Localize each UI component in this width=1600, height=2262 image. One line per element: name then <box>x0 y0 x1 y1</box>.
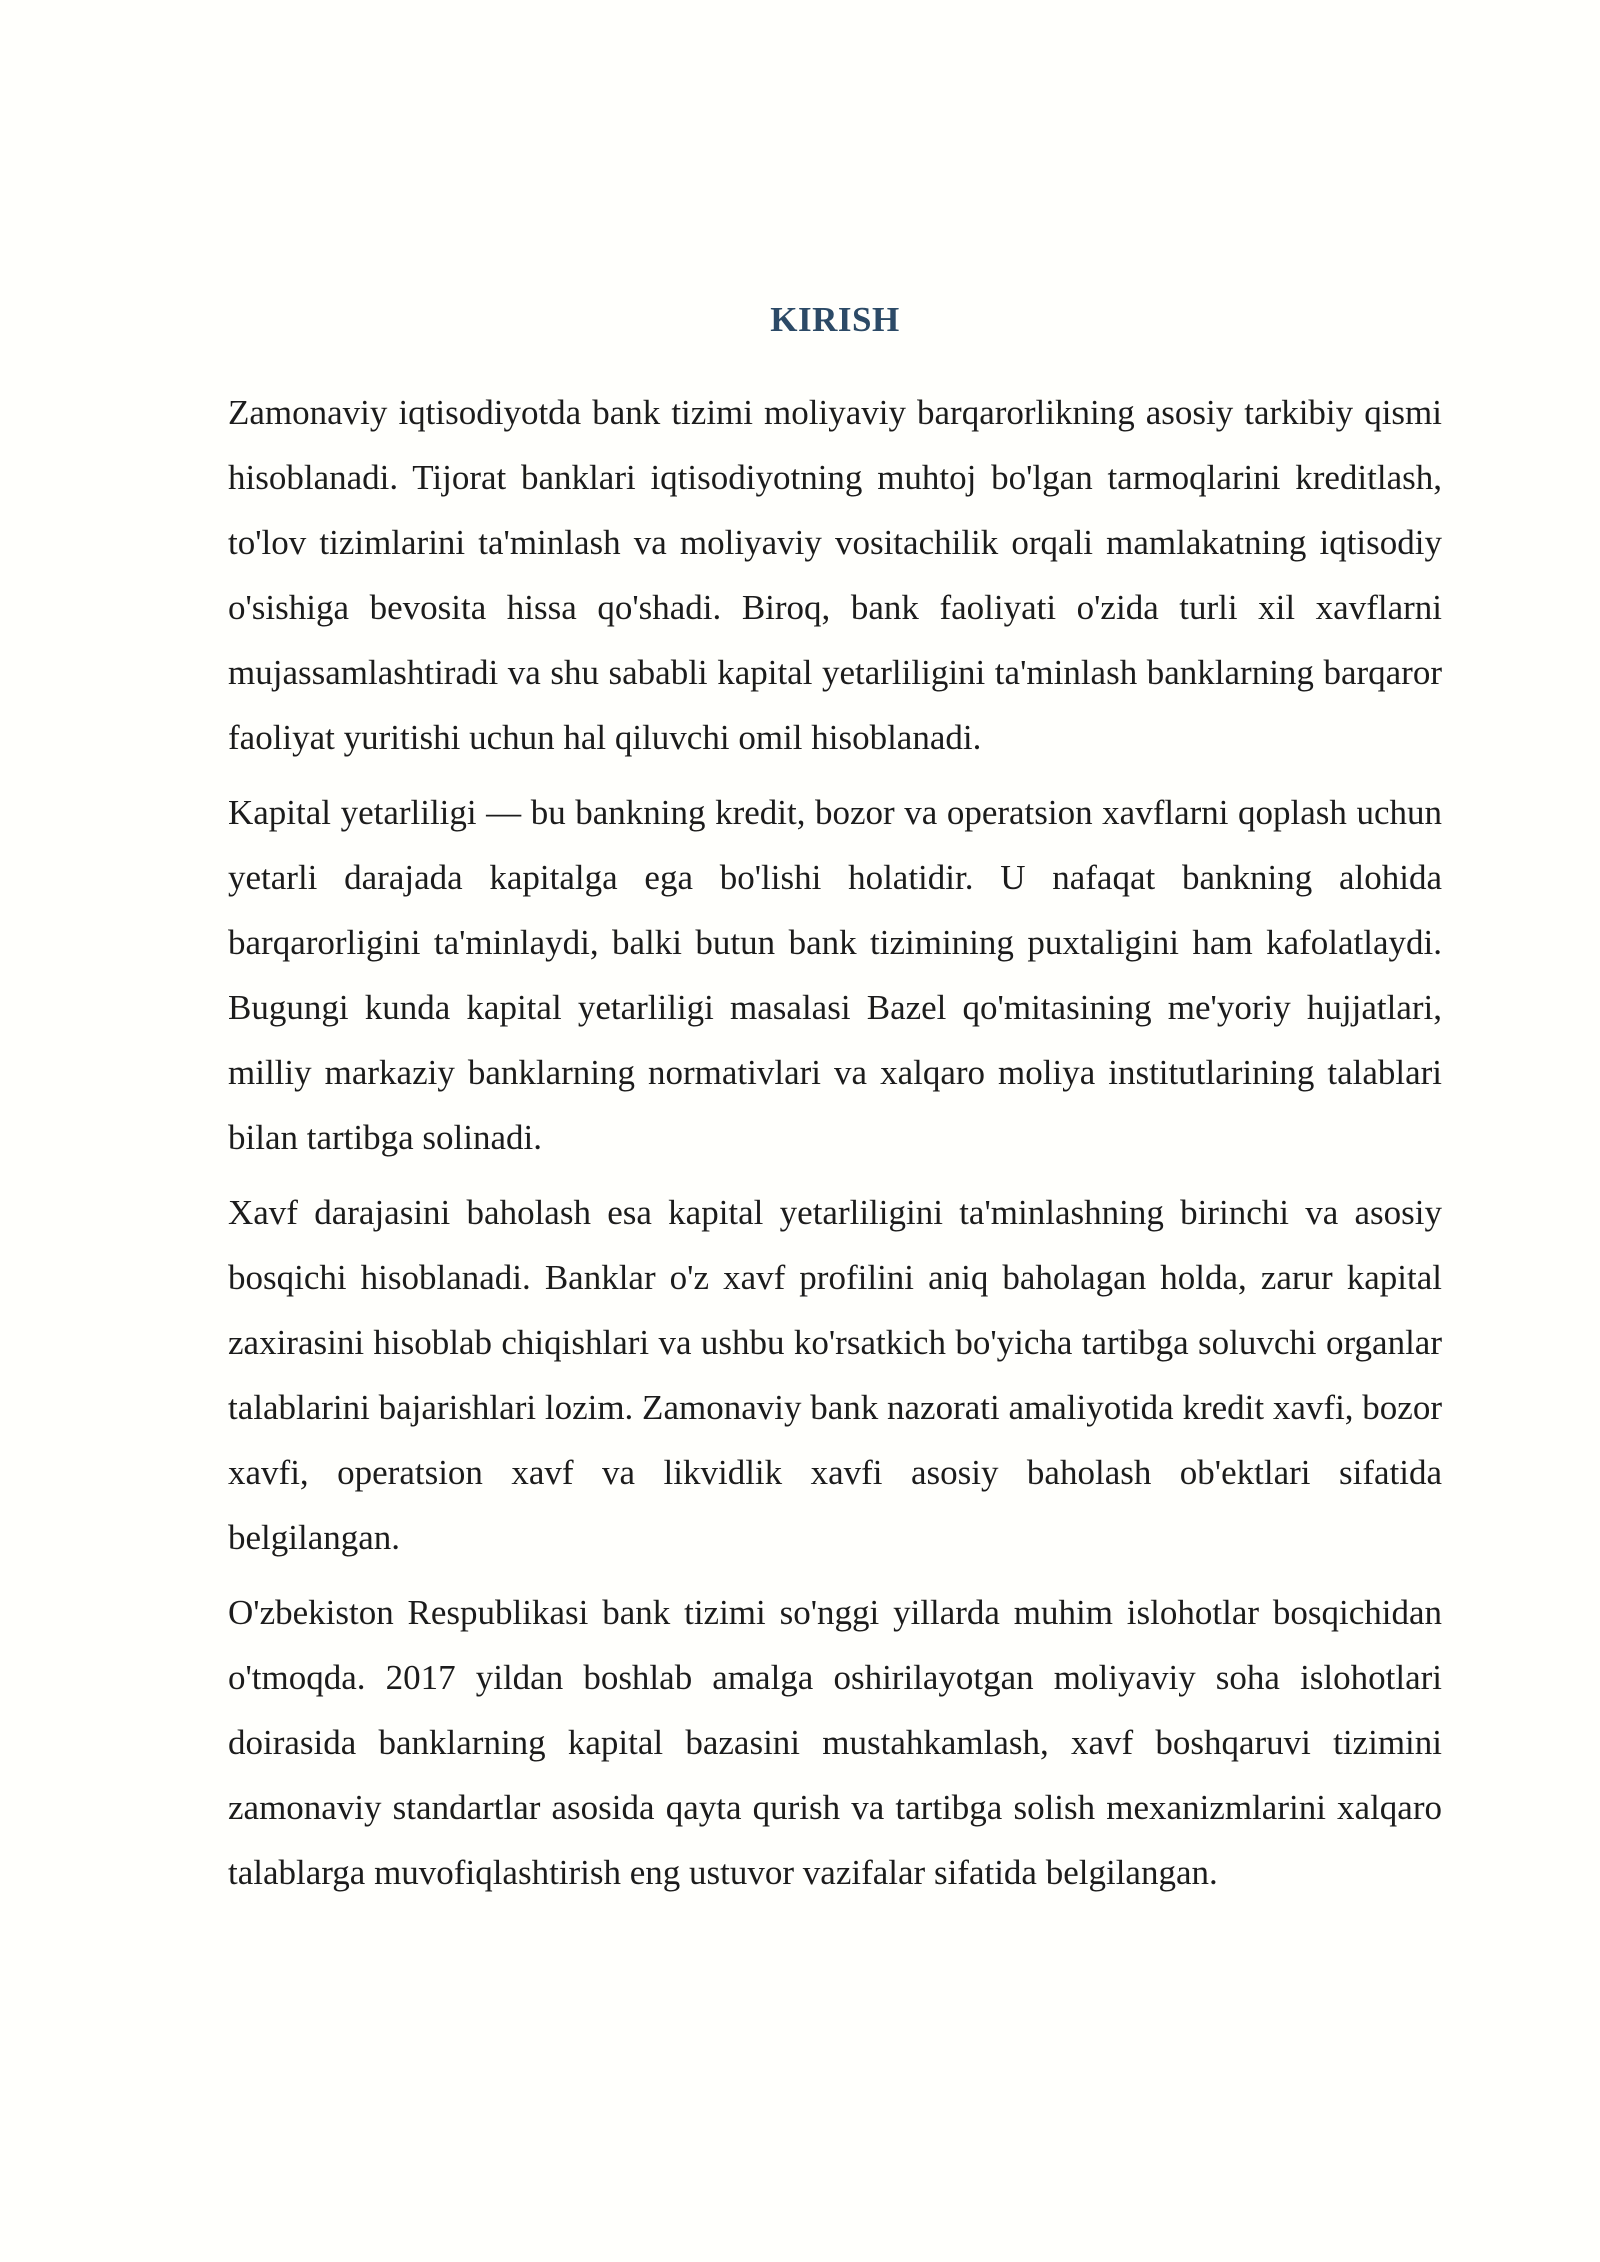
paragraph-4: O'zbekiston Respublikasi bank tizimi so'nggi yillarda muhim islohotlar bosqichidan o'tmoqda. 2017 yildan boshlab amalga oshirilayotgan moliyaviy soha islohotlari doirasida banklarning kapital bazasini mustahkamlash, xavf boshqaruvi tizimini zamonaviy standartlar asosida qayta qurish va tartibga solish mexanizmlarini xalqaro talablarga muvofiqlashtirish eng ustuvor vazifalar sifatida belgilangan. <box>228 1593 1442 1892</box>
paragraph-3: Xavf darajasini baholash esa kapital yetarliligini ta'minlashning birinchi va asosiy bosqichi hisoblanadi. Banklar o'z xavf profilini aniq baholagan holda, zarur kapital zaxirasini hisoblab chiqishlari va ushbu ko'rsatkich bo'yicha tartibga soluvchi organlar talablarini bajarishlari lozim. Zamonaviy bank nazorati amaliyotida kredit xavfi, bozor xavfi, operatsion xavf va likvidlik xavfi asosiy baholash ob'ektlari sifatida belgilangan. <box>228 1193 1442 1557</box>
page-title: KIRISH <box>770 300 900 339</box>
paragraph-2: Kapital yetarliligi — bu bankning kredit, bozor va operatsion xavflarni qoplash uchun yetarli darajada kapitalga ega bo'lishi holatidir. U nafaqat bankning alohida barqarorligini ta'minlaydi, balki butun bank tizimining puxtaligini ham kafolatlaydi. Bugungi kunda kapital yetarliligi masalasi Bazel qo'mitasining me'yoriy hujjatlari, milliy markaziy banklarning normativlari va xalqaro moliya institutlarining talablari bilan tartibga solinadi. <box>228 793 1442 1157</box>
paragraph-1: Zamonaviy iqtisodiyotda bank tizimi moliyaviy barqarorlikning asosiy tarkibiy qismi hisoblanadi. Tijorat banklari iqtisodiyotning muhtoj bo'lgan tarmoqlarini kreditlash, to'lov tizimlarini ta'minlash va moliyaviy vositachilik orqali mamlakatning iqtisodiy o'sishiga bevosita hissa qo'shadi. Biroq, bank faoliyati o'zida turli xil xavflarni mujassamlashtiradi va shu sababli kapital yetarliligini ta'minlash banklarning barqaror faoliyat yuritishi uchun hal qiluvchi omil hisoblanadi. <box>228 393 1442 757</box>
